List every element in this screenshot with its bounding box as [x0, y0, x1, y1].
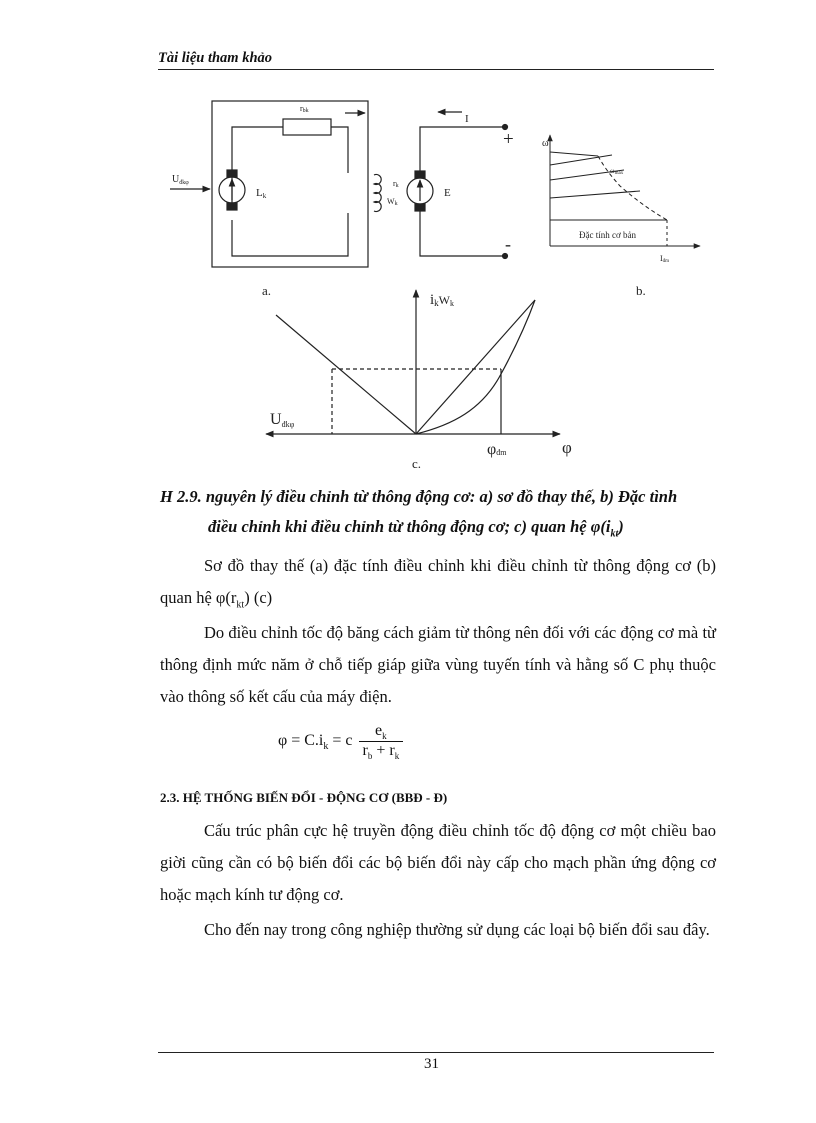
b-x-label: Iđm	[660, 254, 670, 264]
circuit-labels	[172, 104, 514, 298]
motor-brush-bottom	[415, 204, 425, 211]
b-curve-label: ωmax	[610, 167, 624, 176]
formula-lhs-sub: k	[323, 740, 329, 752]
field-winding	[374, 175, 381, 212]
figure-caption	[160, 482, 718, 549]
b-y-label: ω	[542, 138, 549, 149]
winding-r-label: rk	[393, 179, 399, 189]
generator-brush-top	[227, 170, 237, 177]
circuit-diagram	[170, 101, 508, 267]
b-curve-5	[550, 152, 598, 156]
b-limit-curve	[598, 156, 667, 220]
formula-eq: = c	[332, 731, 353, 749]
c-y-label: ikWk	[430, 292, 454, 308]
caption-line-2	[160, 512, 718, 549]
paragraph-2: Do điều chỉnh tốc độ băng cách giảm từ thông nên đối với các động cơ mà từ thông định mức năm ở chỗ tiếp giáp giữa vùng tuyến tính và hằng số C phụ thuộc vào thông số kết cấu của máy điện.	[160, 623, 716, 706]
motor-label: Lk	[256, 187, 267, 200]
c-x-mark-label: φđm	[487, 441, 507, 458]
formula-lhs	[278, 731, 353, 752]
formula	[278, 722, 403, 761]
voltage-label: $U_{đk\varphi}$	[172, 174, 189, 186]
formula-den-plus: + r	[376, 742, 395, 760]
formula-den-a-sub: b	[367, 751, 373, 762]
current-label: I	[465, 113, 469, 125]
plus-label: +	[503, 129, 514, 150]
c-voltage-line	[276, 315, 416, 434]
caption-func-end: )	[618, 517, 624, 536]
figure-c-label: c.	[412, 456, 422, 471]
paragraph-1-text: Sơ đồ thay thế (a) đặc tính điều chỉnh khi điều chỉnh từ thông động cơ (b) quan hệ φ(r	[160, 556, 716, 607]
relation-labels	[270, 292, 572, 471]
formula-num: e	[375, 722, 383, 739]
caption-func: φ(i	[590, 517, 611, 536]
emf-label: E	[444, 187, 451, 199]
relation-chart	[266, 290, 560, 434]
figure-a-label: a.	[262, 283, 272, 298]
page-number: 31	[424, 1056, 439, 1072]
paragraph-1	[160, 550, 716, 621]
resistor-label: rbk	[300, 104, 309, 114]
formula-den-b-sub: k	[394, 751, 400, 762]
figure-b-label: b.	[636, 283, 646, 298]
c-x-left-label: Uđkφ	[270, 411, 295, 429]
minus-label: -	[505, 234, 511, 254]
terminal-minus	[503, 254, 508, 259]
resistor-rbk	[283, 119, 331, 135]
caption-line-2-text: điều chỉnh khi điều chỉnh từ thông động cơ; c) quan hệ	[208, 517, 591, 536]
caption-func-sub: kt	[610, 528, 619, 540]
formula-num-sub: k	[382, 731, 387, 742]
page-header: Tài liệu tham khảo	[158, 50, 273, 66]
formula-numerator	[359, 722, 404, 742]
motor-brush-top	[415, 171, 425, 178]
section-heading: 2.3. HỆ THỐNG BIẾN ĐỔI - ĐỘNG CƠ (BBĐ - Đ)	[160, 790, 448, 805]
paragraph-1-sub: kt	[236, 599, 245, 611]
winding-w-label: Wk	[387, 197, 398, 207]
paragraph-4: Cho đến nay trong công nghiệp thường sử dụng các loại bộ biến đổi sau đây.	[204, 920, 710, 939]
formula-den-a: r	[362, 742, 368, 760]
footer-rule	[158, 1052, 714, 1053]
b-base-label: Đặc tính cơ bản	[579, 230, 636, 240]
paragraph-3: Cấu trúc phân cực hệ truyền động điều chỉnh tốc độ động cơ một chiều bao giời cũng cần có bộ biến đổi các bộ biến đổi này cấp cho mạch phần ứng động cơ hoặc mạch kính tư động cơ.	[160, 821, 716, 904]
figure-h2-9	[0, 0, 816, 480]
formula-denominator	[359, 742, 404, 761]
formula-lhs-text: φ = C.i	[278, 731, 324, 749]
generator-brush-bottom	[227, 203, 237, 210]
c-linear-line	[416, 300, 535, 434]
field-loop	[232, 127, 348, 256]
caption-line-1: H 2.9. nguyên lý điều chỉnh từ thông động cơ: a) sơ đồ thay thế, b) Đặc tình	[160, 487, 678, 506]
c-x-right-label: φ	[562, 438, 572, 457]
characteristic-labels	[542, 138, 669, 298]
paragraph-1-end: ) (c)	[244, 588, 273, 607]
formula-fraction	[359, 722, 404, 761]
circuit-frame	[212, 101, 368, 267]
